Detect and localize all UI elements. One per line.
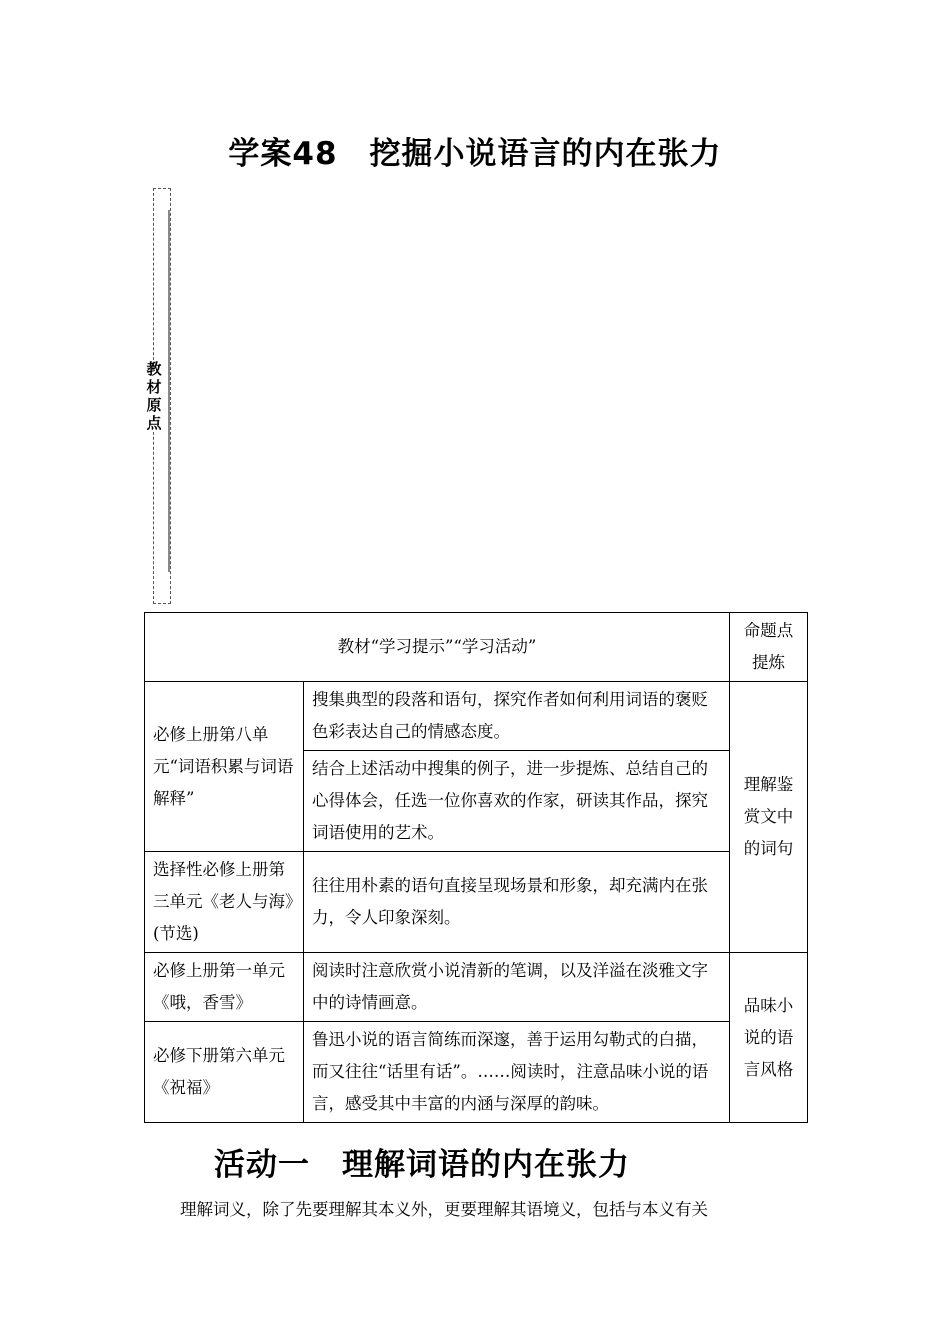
point-cell: 品味小说的语言风格 — [730, 953, 808, 1123]
activity-heading: 活动一 理解词语的内在张力 — [214, 1147, 630, 1183]
row-text: 鲁迅小说的语言简练而深邃，善于运用勾勒式的白描，而又往往“话里有话”。……阅读时，注意品味小说的语言，感受其中丰富的内涵与深厚的韵味。 — [304, 1022, 730, 1123]
side-label: 教材原点 — [143, 360, 165, 432]
side-divider — [168, 210, 170, 572]
study-table — [144, 612, 808, 1123]
table-header-row — [145, 613, 808, 682]
table-row — [145, 852, 808, 953]
table-row — [145, 953, 808, 1022]
point-cell: 理解鉴赏文中的词句 — [730, 682, 808, 953]
row-source: 必修下册第六单元《祝福》 — [145, 1022, 304, 1123]
row-text: 阅读时注意欣赏小说清新的笔调，以及洋溢在淡雅文字中的诗情画意。 — [304, 953, 730, 1022]
row-source: 选择性必修上册第三单元《老人与海》(节选) — [145, 852, 304, 953]
row-text: 结合上述活动中搜集的例子，进一步提炼、总结自己的心得体会，任选一位你喜欢的作家，研读其作品，探究词语使用的艺术。 — [304, 751, 730, 852]
table-row — [145, 1022, 808, 1123]
page-title: 学案48 挖掘小说语言的内在张力 — [228, 136, 722, 172]
table-header-right: 命题点提炼 — [730, 613, 808, 682]
row-text: 搜集典型的段落和语句，探究作者如何利用词语的褒贬色彩表达自己的情感态度。 — [304, 682, 730, 751]
row-source: 必修上册第一单元《哦，香雪》 — [145, 953, 304, 1022]
row-text: 往往用朴素的语句直接呈现场景和形象，却充满内在张力，令人印象深刻。 — [304, 852, 730, 953]
body-paragraph: 理解词义，除了先要理解其本义外，更要理解其语境义，包括与本义有关 — [180, 1200, 708, 1219]
row-source: 必修上册第八单元“词语积累与词语解释” — [145, 682, 304, 852]
table-header-left: 教材“学习提示”“学习活动” — [145, 613, 730, 682]
table-row — [145, 682, 808, 751]
